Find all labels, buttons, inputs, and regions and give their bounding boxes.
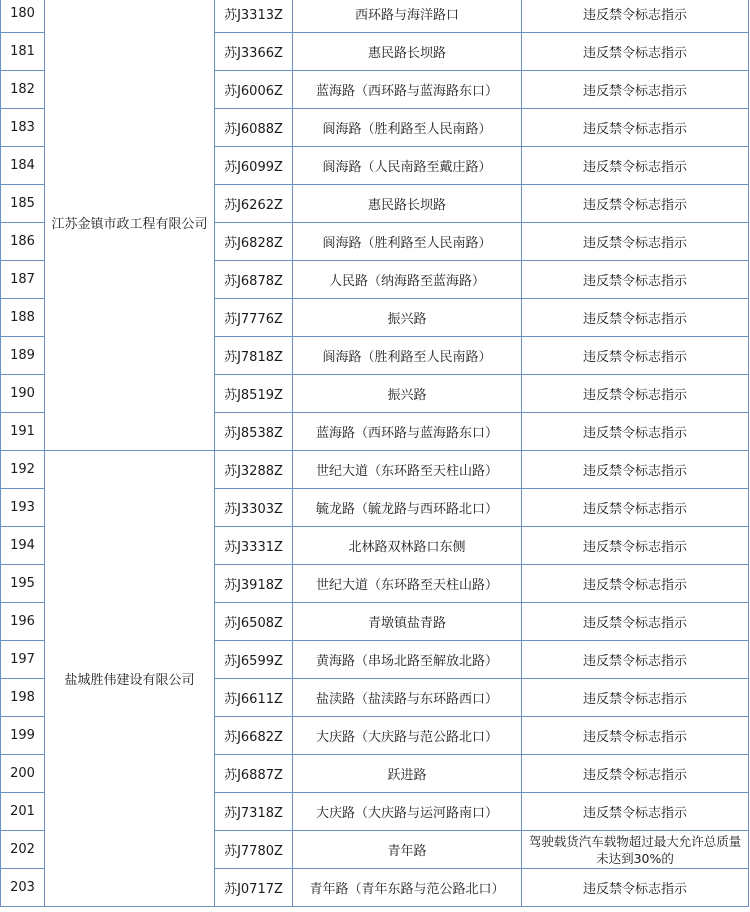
violation-cell: 驾驶载货汽车载物超过最大允许总质量未达到30%的 bbox=[522, 831, 749, 869]
row-number-cell: 189 bbox=[1, 337, 45, 375]
row-number-cell: 194 bbox=[1, 527, 45, 565]
row-number-cell: 183 bbox=[1, 109, 45, 147]
road-cell: 跃进路 bbox=[293, 755, 522, 793]
road-cell: 振兴路 bbox=[293, 299, 522, 337]
road-cell: 盐渎路（盐渎路与东环路西口） bbox=[293, 679, 522, 717]
row-number-cell: 199 bbox=[1, 717, 45, 755]
plate-cell: 苏J3303Z bbox=[215, 489, 293, 527]
plate-cell: 苏J7818Z bbox=[215, 337, 293, 375]
row-number-cell: 197 bbox=[1, 641, 45, 679]
road-cell: 青墩镇盐青路 bbox=[293, 603, 522, 641]
violation-cell: 违反禁令标志指示 bbox=[522, 869, 749, 907]
plate-cell: 苏J6262Z bbox=[215, 185, 293, 223]
row-number-cell: 186 bbox=[1, 223, 45, 261]
plate-cell: 苏J6599Z bbox=[215, 641, 293, 679]
row-number-cell: 181 bbox=[1, 33, 45, 71]
road-cell: 毓龙路（毓龙路与西环路北口） bbox=[293, 489, 522, 527]
row-number-cell: 202 bbox=[1, 831, 45, 869]
road-cell: 青年路（青年东路与范公路北口） bbox=[293, 869, 522, 907]
road-cell: 世纪大道（东环路至天柱山路） bbox=[293, 565, 522, 603]
plate-cell: 苏J6878Z bbox=[215, 261, 293, 299]
row-number-cell: 184 bbox=[1, 147, 45, 185]
row-number-cell: 188 bbox=[1, 299, 45, 337]
violation-table-body bbox=[1, 0, 749, 907]
road-cell: 大庆路（大庆路与运河路南口） bbox=[293, 793, 522, 831]
violation-cell: 违反禁令标志指示 bbox=[522, 33, 749, 71]
violation-cell: 违反禁令标志指示 bbox=[522, 565, 749, 603]
plate-cell: 苏J0717Z bbox=[215, 869, 293, 907]
row-number-cell: 192 bbox=[1, 451, 45, 489]
violation-cell: 违反禁令标志指示 bbox=[522, 755, 749, 793]
company-cell: 盐城胜伟建设有限公司 bbox=[45, 451, 215, 907]
row-number-cell: 187 bbox=[1, 261, 45, 299]
plate-cell: 苏J6887Z bbox=[215, 755, 293, 793]
violation-cell: 违反禁令标志指示 bbox=[522, 489, 749, 527]
plate-cell: 苏J3313Z bbox=[215, 0, 293, 33]
violation-cell: 违反禁令标志指示 bbox=[522, 223, 749, 261]
violation-cell: 违反禁令标志指示 bbox=[522, 109, 749, 147]
row-number-cell: 203 bbox=[1, 869, 45, 907]
road-cell: 阆海路（人民南路至戴庄路） bbox=[293, 147, 522, 185]
row-number-cell: 196 bbox=[1, 603, 45, 641]
violation-cell: 违反禁令标志指示 bbox=[522, 375, 749, 413]
plate-cell: 苏J6099Z bbox=[215, 147, 293, 185]
plate-cell: 苏J6508Z bbox=[215, 603, 293, 641]
violation-cell: 违反禁令标志指示 bbox=[522, 0, 749, 33]
violation-cell: 违反禁令标志指示 bbox=[522, 527, 749, 565]
road-cell: 青年路 bbox=[293, 831, 522, 869]
plate-cell: 苏J3288Z bbox=[215, 451, 293, 489]
plate-cell: 苏J3366Z bbox=[215, 33, 293, 71]
road-cell: 阆海路（胜利路至人民南路） bbox=[293, 109, 522, 147]
violation-cell: 违反禁令标志指示 bbox=[522, 147, 749, 185]
company-cell: 江苏金镇市政工程有限公司 bbox=[45, 0, 215, 451]
violation-cell: 违反禁令标志指示 bbox=[522, 717, 749, 755]
violation-cell: 违反禁令标志指示 bbox=[522, 261, 749, 299]
row-number-cell: 195 bbox=[1, 565, 45, 603]
violation-cell: 违反禁令标志指示 bbox=[522, 603, 749, 641]
road-cell: 大庆路（大庆路与范公路北口） bbox=[293, 717, 522, 755]
road-cell: 蓝海路（西环路与蓝海路东口） bbox=[293, 71, 522, 109]
plate-cell: 苏J6682Z bbox=[215, 717, 293, 755]
row-number-cell: 190 bbox=[1, 375, 45, 413]
plate-cell: 苏J6828Z bbox=[215, 223, 293, 261]
plate-cell: 苏J3918Z bbox=[215, 565, 293, 603]
violation-cell: 违反禁令标志指示 bbox=[522, 413, 749, 451]
row-number-cell: 182 bbox=[1, 71, 45, 109]
plate-cell: 苏J6611Z bbox=[215, 679, 293, 717]
row-number-cell: 198 bbox=[1, 679, 45, 717]
road-cell: 蓝海路（西环路与蓝海路东口） bbox=[293, 413, 522, 451]
violation-cell: 违反禁令标志指示 bbox=[522, 793, 749, 831]
road-cell: 黄海路（串场北路至解放北路） bbox=[293, 641, 522, 679]
road-cell: 振兴路 bbox=[293, 375, 522, 413]
plate-cell: 苏J8519Z bbox=[215, 375, 293, 413]
road-cell: 阆海路（胜利路至人民南路） bbox=[293, 337, 522, 375]
plate-cell: 苏J3331Z bbox=[215, 527, 293, 565]
violation-cell: 违反禁令标志指示 bbox=[522, 185, 749, 223]
row-number-cell: 191 bbox=[1, 413, 45, 451]
row-number-cell: 193 bbox=[1, 489, 45, 527]
row-number-cell: 201 bbox=[1, 793, 45, 831]
road-cell: 阆海路（胜利路至人民南路） bbox=[293, 223, 522, 261]
road-cell: 惠民路长坝路 bbox=[293, 33, 522, 71]
road-cell: 惠民路长坝路 bbox=[293, 185, 522, 223]
row-number-cell: 200 bbox=[1, 755, 45, 793]
plate-cell: 苏J6088Z bbox=[215, 109, 293, 147]
road-cell: 北林路双林路口东侧 bbox=[293, 527, 522, 565]
road-cell: 人民路（纳海路至蓝海路） bbox=[293, 261, 522, 299]
row-number-cell: 180 bbox=[1, 0, 45, 33]
table-row bbox=[1, 0, 749, 33]
violation-cell: 违反禁令标志指示 bbox=[522, 451, 749, 489]
road-cell: 世纪大道（东环路至天柱山路） bbox=[293, 451, 522, 489]
table-row bbox=[1, 451, 749, 489]
plate-cell: 苏J7780Z bbox=[215, 831, 293, 869]
plate-cell: 苏J6006Z bbox=[215, 71, 293, 109]
plate-cell: 苏J8538Z bbox=[215, 413, 293, 451]
violation-cell: 违反禁令标志指示 bbox=[522, 299, 749, 337]
violation-cell: 违反禁令标志指示 bbox=[522, 641, 749, 679]
violation-cell: 违反禁令标志指示 bbox=[522, 337, 749, 375]
violation-cell: 违反禁令标志指示 bbox=[522, 71, 749, 109]
plate-cell: 苏J7776Z bbox=[215, 299, 293, 337]
road-cell: 西环路与海洋路口 bbox=[293, 0, 522, 33]
violation-cell: 违反禁令标志指示 bbox=[522, 679, 749, 717]
row-number-cell: 185 bbox=[1, 185, 45, 223]
plate-cell: 苏J7318Z bbox=[215, 793, 293, 831]
